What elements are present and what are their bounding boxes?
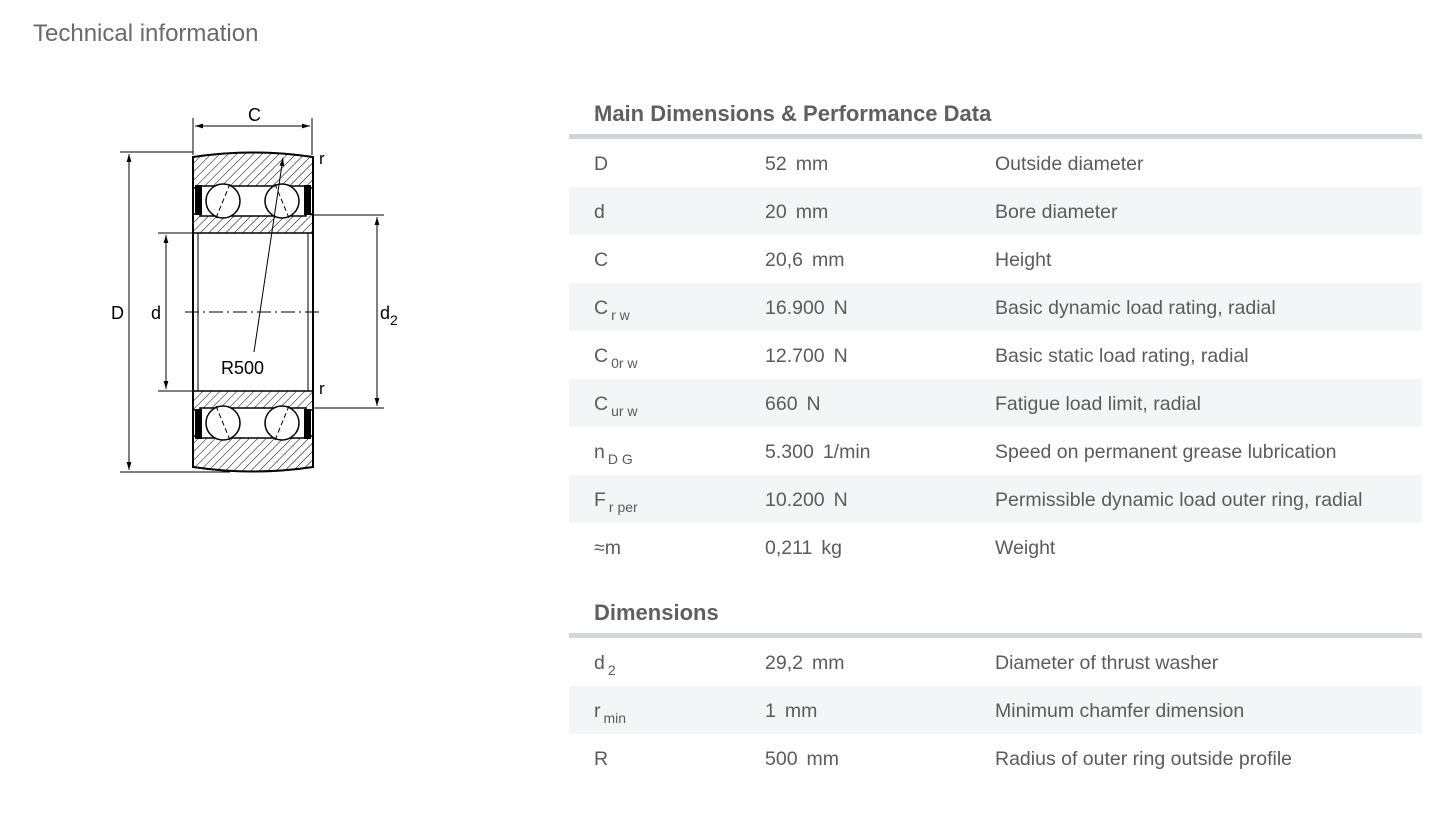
symbol-text: n bbox=[594, 441, 605, 463]
value-unit: N bbox=[833, 345, 848, 367]
param-description: Permissible dynamic load outer ring, radial bbox=[995, 489, 1363, 511]
param-description: Radius of outer ring outside profile bbox=[995, 748, 1293, 770]
symbol-text: R bbox=[594, 748, 609, 770]
table-row bbox=[569, 283, 1422, 331]
seal-bottom-right bbox=[304, 409, 311, 439]
label-r-top: r bbox=[319, 149, 325, 168]
value-unit: 1/min bbox=[822, 441, 871, 463]
table-row bbox=[569, 235, 1422, 283]
param-value bbox=[765, 201, 828, 224]
value-unit: kg bbox=[821, 537, 842, 559]
main-dimensions-section bbox=[569, 94, 1422, 571]
value-number: 12.700 bbox=[765, 345, 825, 367]
param-value bbox=[765, 297, 848, 320]
symbol-text: d bbox=[594, 652, 605, 674]
param-symbol bbox=[594, 489, 638, 515]
param-description: Weight bbox=[995, 537, 1056, 559]
seal-top-right bbox=[304, 185, 311, 215]
outer-ring-top-section bbox=[193, 153, 313, 189]
param-symbol bbox=[594, 297, 630, 323]
param-description: Diameter of thrust washer bbox=[995, 652, 1219, 674]
symbol-subscript: r per bbox=[608, 499, 638, 515]
value-unit: N bbox=[833, 489, 848, 511]
param-symbol bbox=[594, 153, 611, 176]
symbol-subscript: ur w bbox=[611, 403, 638, 419]
param-symbol bbox=[594, 700, 627, 726]
symbol-subscript: 0r w bbox=[611, 355, 638, 371]
param-description: Speed on permanent grease lubrication bbox=[995, 441, 1337, 463]
value-unit: N bbox=[806, 393, 821, 415]
symbol-text: D bbox=[594, 153, 609, 175]
bearing-drawing bbox=[100, 95, 420, 485]
param-value bbox=[765, 489, 848, 512]
param-value bbox=[765, 345, 848, 368]
label-c: C bbox=[248, 105, 261, 125]
label-d2: $d_2$ bbox=[380, 303, 398, 328]
param-value bbox=[765, 748, 839, 771]
table-row bbox=[569, 638, 1422, 686]
param-symbol bbox=[594, 345, 638, 371]
value-number: 10.200 bbox=[765, 489, 825, 511]
value-unit: mm bbox=[795, 153, 829, 175]
symbol-text: ≈m bbox=[594, 537, 621, 559]
symbol-text: C bbox=[594, 297, 609, 319]
param-value bbox=[765, 393, 821, 416]
value-number: 660 bbox=[765, 393, 798, 415]
param-symbol bbox=[594, 393, 638, 419]
param-description: Height bbox=[995, 249, 1052, 271]
param-value bbox=[765, 441, 871, 464]
inner-ring-top-section bbox=[193, 214, 313, 233]
symbol-subscript: 2 bbox=[607, 662, 616, 678]
symbol-text: C bbox=[594, 393, 609, 415]
table-row bbox=[569, 139, 1422, 187]
symbol-subscript: r w bbox=[611, 307, 630, 323]
seal-top-left bbox=[195, 185, 202, 215]
value-unit: N bbox=[833, 297, 848, 319]
symbol-text: F bbox=[594, 489, 606, 511]
value-number: 16.900 bbox=[765, 297, 825, 319]
param-symbol bbox=[594, 249, 611, 272]
value-number: 1 bbox=[765, 700, 776, 722]
value-unit: mm bbox=[795, 201, 829, 223]
symbol-text: C bbox=[594, 249, 609, 271]
section-heading: Main Dimensions & Performance Data bbox=[594, 101, 992, 126]
table-row bbox=[569, 427, 1422, 475]
value-unit: mm bbox=[811, 249, 845, 271]
value-number: 0,211 bbox=[765, 537, 813, 559]
table-row bbox=[569, 686, 1422, 734]
table-row bbox=[569, 379, 1422, 427]
param-symbol bbox=[594, 652, 616, 678]
value-number: 20,6 bbox=[765, 249, 803, 271]
table-row bbox=[569, 734, 1422, 782]
value-number: 5.300 bbox=[765, 441, 814, 463]
symbol-text: C bbox=[594, 345, 609, 367]
symbol-text: r bbox=[594, 700, 601, 722]
value-number: 500 bbox=[765, 748, 798, 770]
symbol-subscript: D G bbox=[607, 451, 633, 467]
table-row bbox=[569, 187, 1422, 235]
param-description: Minimum chamfer dimension bbox=[995, 700, 1245, 722]
value-number: 29,2 bbox=[765, 652, 803, 674]
value-number: 20 bbox=[765, 201, 787, 223]
label-r500: R500 bbox=[221, 358, 265, 378]
param-symbol bbox=[594, 441, 633, 467]
page-title: Technical information bbox=[33, 20, 259, 47]
param-value bbox=[765, 652, 844, 675]
param-description: Bore diameter bbox=[995, 201, 1118, 223]
inner-ring-bottom-section bbox=[193, 391, 313, 410]
table-row bbox=[569, 331, 1422, 379]
param-description: Fatigue load limit, radial bbox=[995, 393, 1201, 415]
symbol-subscript: min bbox=[603, 710, 627, 726]
value-unit: mm bbox=[811, 652, 845, 674]
symbol-text: d bbox=[594, 201, 605, 223]
label-d-bore: d bbox=[151, 303, 162, 323]
value-number: 52 bbox=[765, 153, 787, 175]
table-row bbox=[569, 475, 1422, 523]
value-unit: mm bbox=[806, 748, 840, 770]
seal-bottom-left bbox=[195, 409, 202, 439]
param-value bbox=[765, 537, 842, 560]
param-symbol bbox=[594, 201, 608, 224]
table-row bbox=[569, 523, 1422, 571]
param-description: Basic dynamic load rating, radial bbox=[995, 297, 1276, 319]
param-description: Outside diameter bbox=[995, 153, 1144, 175]
outer-ring-bottom-section bbox=[193, 436, 313, 472]
value-unit: mm bbox=[784, 700, 818, 722]
param-value bbox=[765, 700, 817, 723]
param-value bbox=[765, 153, 828, 176]
label-r-bottom: r bbox=[319, 379, 325, 398]
dimensions-section bbox=[569, 593, 1422, 782]
label-d-outer: D bbox=[111, 303, 124, 323]
section-heading: Dimensions bbox=[594, 600, 719, 625]
param-symbol bbox=[594, 748, 611, 771]
param-symbol bbox=[594, 537, 624, 560]
param-description: Basic static load rating, radial bbox=[995, 345, 1249, 367]
param-value bbox=[765, 249, 844, 272]
